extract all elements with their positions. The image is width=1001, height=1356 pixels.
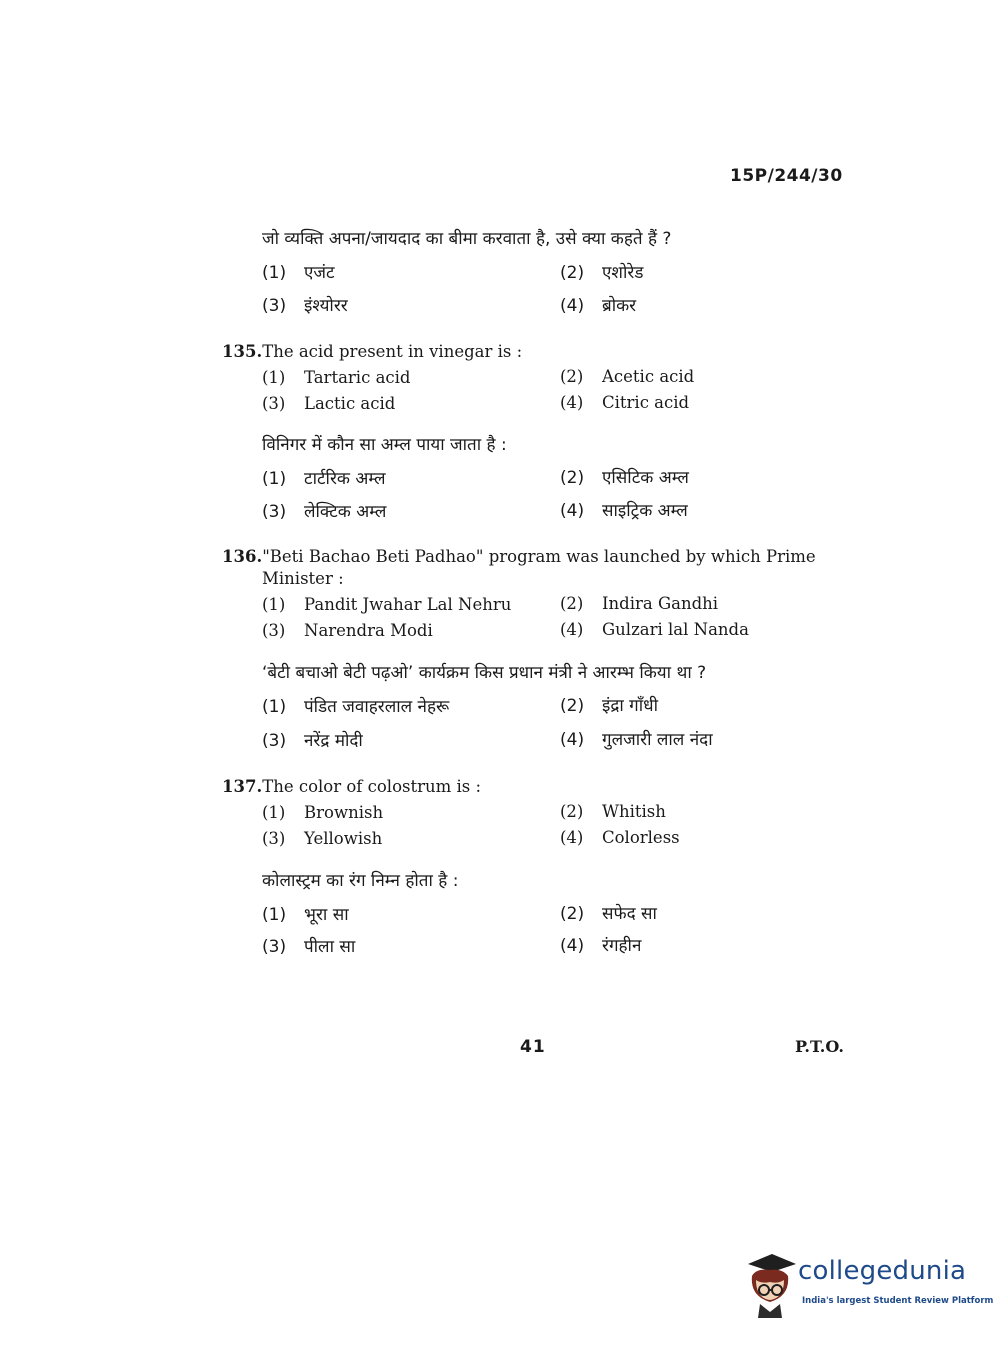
q136-hindi-option-2: (2) इंद्रा गाँधी [560,696,659,716]
q135-option-1: (1) Tartaric acid [262,368,411,387]
q135-option-3: (3) Lactic acid [262,394,396,413]
q137-hindi-option-1: (1) भूरा सा [262,905,349,925]
q136-question-line2: Minister : [262,569,344,588]
q136-option-4: (4) Gulzari lal Nanda [560,620,749,639]
q135-hindi-option-4: (4) साइट्रिक अम्ल [560,501,688,521]
brand-tagline: India's largest Student Review Platform [802,1296,994,1306]
q137-hindi-question: कोलास्ट्रम का रंग निम्न होता है : [262,871,459,891]
q137-hindi-option-4: (4) रंगहीन [560,936,642,956]
q135-option-4: (4) Citric acid [560,393,690,412]
q136-hindi-question: ‘बेटी बचाओ बेटी पढ़ओ’ कार्यक्रम किस प्रधान मंत्री ने आरम्भ किया था ? [262,663,707,683]
q136-option-3: (3) Narendra Modi [262,621,433,640]
q135-question: 135.The acid present in vinegar is : [222,342,523,361]
q135-hindi-option-3: (3) लेक्टिक अम्ल [262,502,387,522]
q135-hindi-option-2: (2) एसिटिक अम्ल [560,468,689,488]
collegedunia-logo [742,1250,994,1318]
q136-question-line1: 136."Beti Bachao Beti Padhao" program was launched by which Prime [222,547,816,566]
q137-option-4: (4) Colorless [560,828,680,847]
q136-hindi-option-1: (1) पंडित जवाहरलाल नेहरू [262,697,450,717]
q137-hindi-option-2: (2) सफेद सा [560,904,657,924]
pto-label: P.T.O. [795,1037,844,1056]
q135-hindi-option-1: (1) टार्टरिक अम्ल [262,469,386,489]
q137-question: 137.The color of colostrum is : [222,777,482,796]
q137-hindi-option-3: (3) पीला सा [262,937,356,957]
q137-option-3: (3) Yellowish [262,829,383,848]
paper-code: 15P/244/30 [730,166,843,186]
brand-name: collegedunia [798,1256,967,1286]
page-number: 41 [520,1037,546,1057]
q137-option-2: (2) Whitish [560,802,666,821]
q134-hindi-option-3: (3) इंश्योरर [262,296,348,316]
q134-hindi-option-4: (4) ब्रोकर [560,296,637,316]
q136-hindi-option-4: (4) गुलजारी लाल नंदा [560,730,713,750]
mascot-icon [742,1250,798,1318]
q134-hindi-option-2: (2) एशोरेड [560,263,644,283]
q137-option-1: (1) Brownish [262,803,384,822]
q134-hindi-option-1: (1) एजंट [262,263,335,283]
q136-hindi-option-3: (3) नरेंद्र मोदी [262,731,363,751]
q134-hindi-question: जो व्यक्ति अपना/जायदाद का बीमा करवाता है, उसे क्या कहते हैं ? [262,229,672,249]
q135-hindi-question: विनिगर में कौन सा अम्ल पाया जाता है : [262,435,507,455]
q136-option-1: (1) Pandit Jwahar Lal Nehru [262,595,512,614]
q136-option-2: (2) Indira Gandhi [560,594,719,613]
q135-option-2: (2) Acetic acid [560,367,695,386]
